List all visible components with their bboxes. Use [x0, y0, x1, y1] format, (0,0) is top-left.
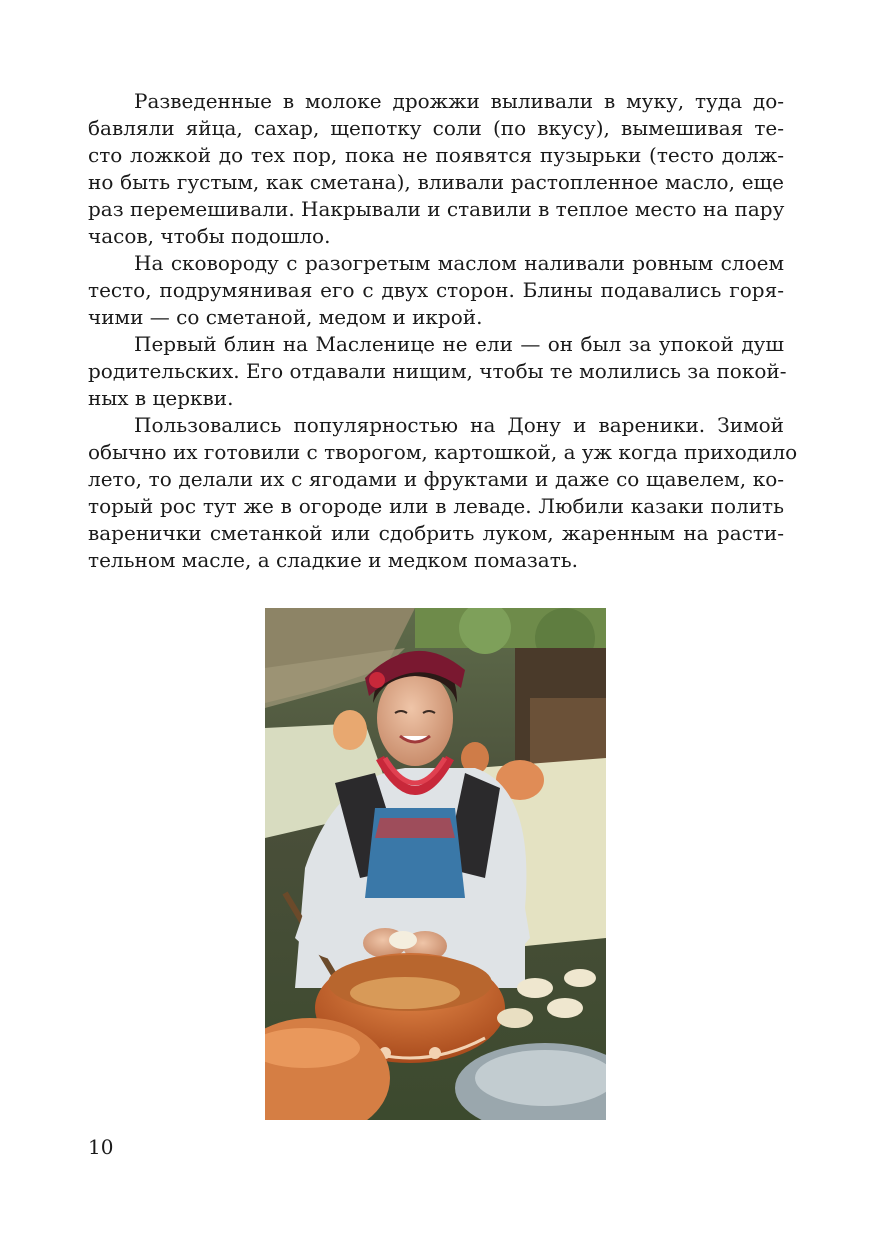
paragraph-2	[88, 250, 784, 331]
photo-woman-making-vareniki	[265, 608, 606, 1120]
text-line: ных в церкви.	[88, 386, 234, 410]
paragraph-1	[88, 88, 784, 250]
text-line: чими — со сметаной, медом и икрой.	[88, 305, 483, 329]
text-line: раз перемешивали. Накрывали и ставили в теплое место на пару	[88, 197, 785, 221]
text-line: часов, чтобы подошло.	[88, 224, 331, 248]
text-line: родительских. Его отдавали нищим, чтобы те молились за покой-	[88, 359, 787, 383]
paragraph-3	[88, 331, 787, 412]
text-line: варенички сметанкой или сдобрить луком, жаренным на расти-	[88, 521, 784, 545]
text-line: Первый блин на Масленице не ели — он был за упокой душ	[134, 332, 784, 356]
text-line: На сковороду с разогретым маслом наливали ровным слоем	[134, 251, 784, 275]
text-line: Пользовались популярностью на Дону и вареники. Зимой	[134, 413, 784, 437]
text-line: обычно их готовили с творогом, картошкой, а уж когда приходило	[88, 440, 798, 464]
text-line: бавляли яйца, сахар, щепотку соли (по вкусу), вымешивая те-	[88, 116, 784, 140]
text-line: тесто, подрумянивая его с двух сторон. Блины подавались горя-	[88, 278, 784, 302]
page-number: 10	[88, 1135, 114, 1159]
text-line: тельном масле, а сладкие и медком помазать.	[88, 548, 579, 572]
body-text	[88, 88, 798, 574]
text-line: Разведенные в молоке дрожжи выливали в муку, туда до-	[134, 89, 784, 113]
paragraph-4	[88, 412, 798, 574]
text-line: сто ложкой до тех пор, пока не появятся пузырьки (тесто долж-	[88, 143, 784, 167]
text-line: но быть густым, как сметана), вливали растопленное масло, еще	[88, 170, 784, 194]
text-line: торый рос тут же в огороде или в леваде. Любили казаки полить	[88, 494, 784, 518]
text-line: лето, то делали их с ягодами и фруктами и даже со щавелем, ко-	[88, 467, 784, 491]
